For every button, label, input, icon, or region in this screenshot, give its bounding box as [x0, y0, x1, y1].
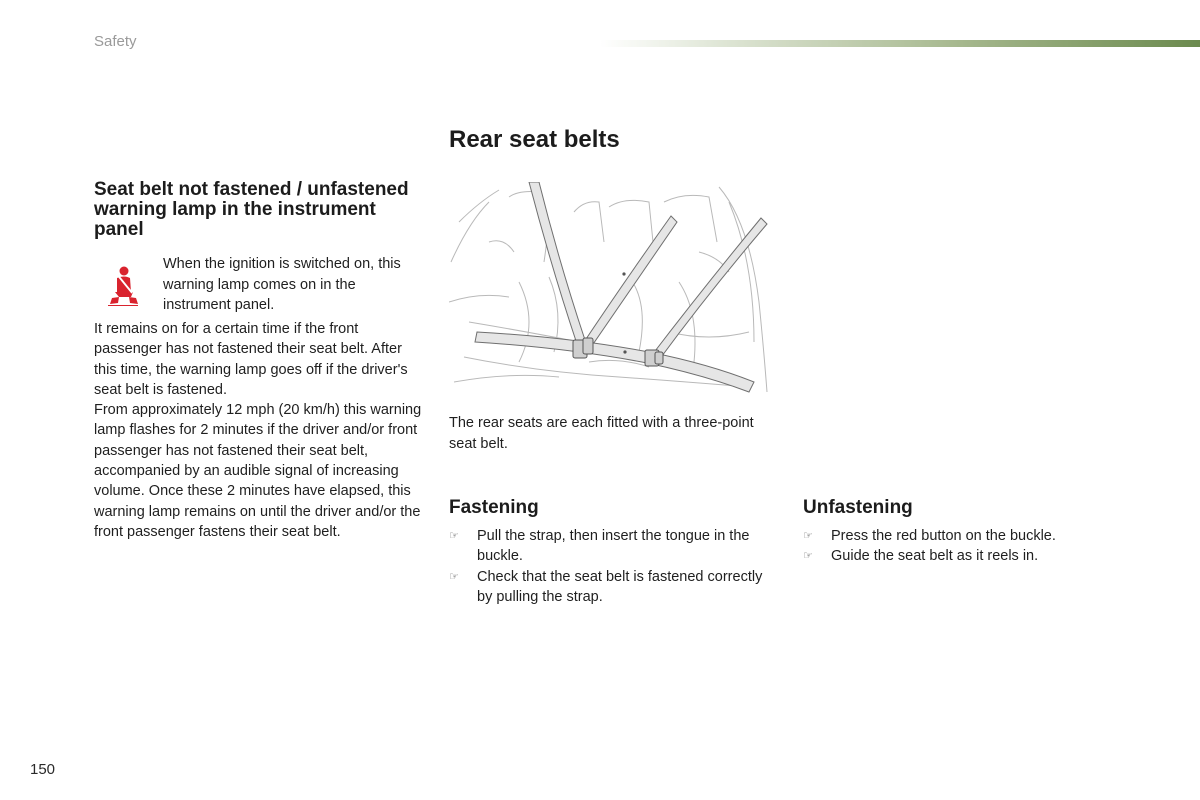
unfastening-step-1: Press the red button on the buckle.: [831, 528, 1056, 544]
rear-seat-belts-illustration: [449, 182, 775, 400]
fastening-step-1: Pull the strap, then insert the tongue in the buckle.: [477, 528, 750, 565]
warning-lamp-description: [94, 319, 424, 542]
pointing-hand-icon: ☞: [803, 550, 813, 563]
warning-lamp-intro: When the ignition is switched on, this warning lamp comes on in the instrument panel.: [163, 256, 401, 313]
list-item: [449, 526, 769, 567]
seat-belt-warning-icon: [105, 266, 141, 306]
pointing-hand-icon: ☞: [449, 570, 459, 583]
unfastening-steps: [803, 526, 1123, 567]
section-label: Safety: [94, 33, 137, 50]
warning-lamp-para-2: From approximately 12 mph (20 km/h) this warning lamp flashes for 2 minutes if the driver and/or front passenger has not fastened their seat belt, accompanied by an audible signal of increasing volume. Once these 2 minutes have elapsed, this warning lamp remains on until the driver and/or the front passenger fastens their seat belt.: [94, 402, 422, 540]
list-item: [449, 567, 769, 608]
warning-lamp-heading: Seat belt not fastened / unfastened warning lamp in the instrument panel: [94, 179, 409, 240]
unfastening-heading: Unfastening: [803, 497, 913, 518]
list-item: [803, 526, 1123, 546]
unfastening-step-2: Guide the seat belt as it reels in.: [831, 548, 1039, 565]
fastening-heading: Fastening: [449, 497, 539, 518]
pointing-hand-icon: ☞: [803, 530, 813, 542]
page-title: Rear seat belts: [449, 126, 620, 153]
fastening-steps: [449, 526, 769, 607]
illustration-caption: The rear seats are each fitted with a three-point seat belt.: [449, 415, 754, 452]
warning-lamp-para-1: It remains on for a certain time if the front passenger has not fastened their seat belt. After this time, the warning lamp goes off if the driver's seat belt is fastened.: [94, 321, 408, 398]
pointing-hand-icon: ☞: [449, 530, 459, 542]
fastening-step-2: Check that the seat belt is fastened correctly by pulling the strap.: [477, 568, 763, 605]
page-number: 150: [30, 761, 56, 778]
list-item: [803, 546, 1123, 566]
header-accent-bar: [600, 40, 1200, 47]
